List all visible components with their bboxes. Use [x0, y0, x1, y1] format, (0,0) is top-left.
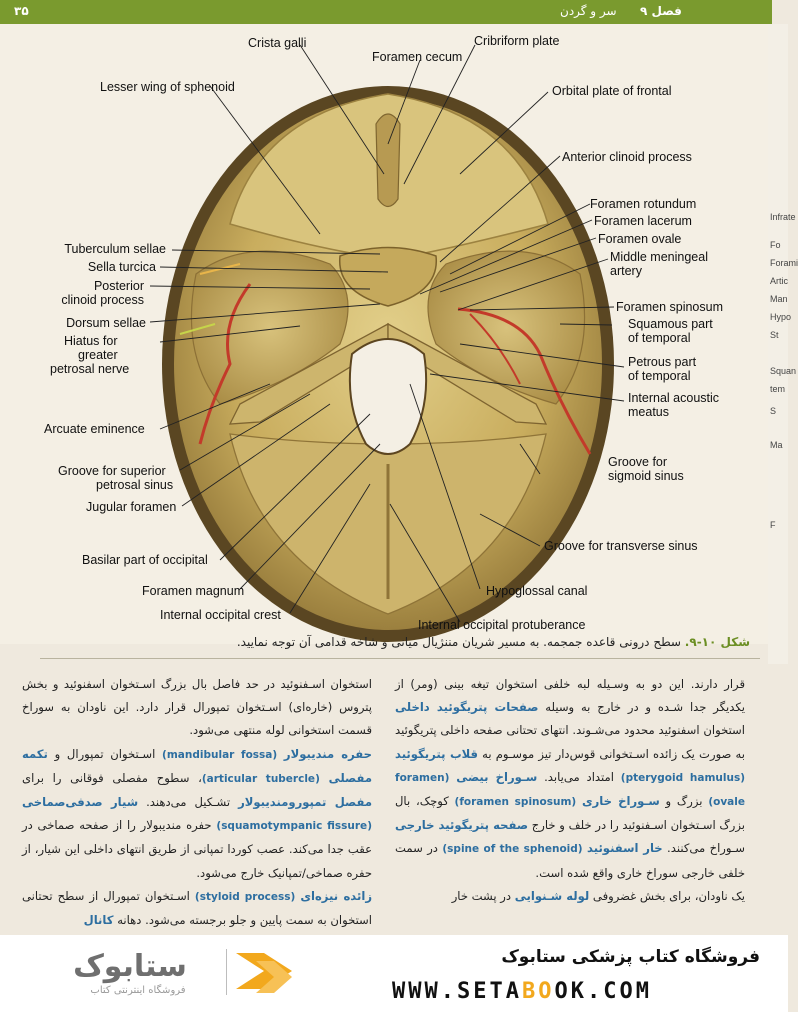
- body-text-left-column: [22, 673, 372, 935]
- label-foramen-spinosum: Foramen spinosum: [616, 300, 723, 314]
- english-term: (squamotympanic fissure): [216, 820, 372, 833]
- body-text-run: حفره مندیبولار را از صفحه صماخی در عقب جدا می‌کند. عصب کوردا تمپانی از طریق انتهای داخلی این شیار، از حفره صماخی/تمپانیک خارج می‌شود.: [22, 818, 372, 880]
- label-hiatus-line3: petrosal nerve: [50, 362, 130, 376]
- english-term: (mandibular fossa): [162, 748, 278, 761]
- label-squamous: Squamous part: [628, 317, 713, 331]
- body-text-run: استخوان اسفنوئید محدود می‌شـوند. انتهای تحتانی صفحه داخلی پتریگوئید به صورت یک زائده اسـتخوانی قوس‌دار تیز موسـوم به: [395, 723, 745, 761]
- label-foramen-rotundum: Foramen rotundum: [590, 197, 697, 211]
- skull-base-figure: [0, 24, 768, 644]
- english-term: (styloid process): [194, 890, 296, 903]
- url-part: OK.COM: [554, 979, 652, 1004]
- chapter-title: فصل ۹: [640, 4, 682, 18]
- margin-word: Hypo: [770, 312, 792, 322]
- label-petrous: Petrous part: [628, 355, 697, 369]
- margin-word: Man: [770, 294, 788, 304]
- body-text-run: در سمت خلفی خارجی سوراخ خاری واقع شده است.: [395, 841, 745, 880]
- page-number: ۳۵: [14, 4, 29, 18]
- highlighted-term: صفحه پتریگوئید خارجی: [395, 818, 529, 833]
- body-text-run: بزرگ و: [659, 794, 709, 809]
- highlighted-term: زائده نیزه‌ای: [300, 888, 372, 903]
- label-orbital-plate: Orbital plate of frontal: [552, 84, 672, 98]
- label-cribriform-plate: Cribriform plate: [474, 34, 560, 48]
- highlighted-term: صفحات پتریگوئید داخلی: [395, 700, 539, 715]
- label-hypoglossal-canal: Hypoglossal canal: [486, 584, 588, 598]
- english-term: (foramen ovale): [395, 771, 745, 809]
- label-groove-sigmoid: Groove for: [608, 455, 668, 469]
- label-groove-superior-line2: petrosal sinus: [96, 478, 174, 492]
- label-hiatus-line2: greater: [78, 348, 118, 362]
- english-term: (pterygoid hamulus): [620, 771, 746, 784]
- label-foramen-ovale: Foramen ovale: [598, 232, 682, 246]
- body-text-run: اسـتخوان تمپورال و: [47, 746, 163, 761]
- label-middle-meningeal: Middle meningeal: [610, 250, 708, 264]
- label-internal-acoustic: Internal acoustic: [628, 391, 720, 405]
- figure-caption: [150, 635, 750, 649]
- highlighted-term: سـوراخ خاری: [582, 794, 660, 809]
- body-text-run: تشـکیل می‌دهند.: [138, 795, 239, 810]
- caption-divider: [40, 658, 760, 659]
- body-text-run: سـوراخ می‌کنند.: [662, 841, 746, 856]
- chapter-header-bar: [0, 0, 772, 24]
- body-text-run: قرار دارند. این دو به وسـیله لبه خلفی استخوان تیغه بینی (ومر) از یکدیگر جدا شـده و در خارج به وسیله: [395, 677, 745, 715]
- paragraph-right: [395, 673, 745, 908]
- crista-galli-shape: [376, 114, 400, 207]
- margin-word: Infrate: [770, 212, 796, 222]
- label-hiatus: Hiatus for: [64, 334, 118, 348]
- highlighted-term: حفره مندیبولار: [283, 746, 373, 761]
- label-internal-occipital-protuberance: Internal occipital protuberance: [418, 618, 586, 632]
- label-foramen-lacerum: Foramen lacerum: [594, 214, 692, 228]
- label-petrous-line2: of temporal: [628, 369, 691, 383]
- shop-url-link[interactable]: [392, 979, 652, 1004]
- label-squamous-line2: of temporal: [628, 331, 691, 345]
- highlighted-term: کانال: [83, 913, 114, 928]
- english-term: (spine of the sphenoid): [442, 843, 583, 856]
- body-text-run: اسـتخوان تمپورال از سطح تحتانی استخوان به سمت پایین و جلو برجسته می‌شود. دهانه: [22, 888, 372, 928]
- highlighted-term: قلاب پتریگوئید: [395, 746, 478, 761]
- english-term: (articular tubercle): [201, 772, 320, 785]
- label-sella-turcica: Sella turcica: [87, 260, 156, 274]
- chapter-subject: سر و گردن: [560, 4, 617, 18]
- url-part: WWW.SETA: [392, 979, 522, 1004]
- body-text-run: کوچک، بال بزرگ اسـتخوان اسـفنوئید را در خلف و خارج: [395, 794, 746, 833]
- label-anterior-clinoid: Anterior clinoid process: [562, 150, 692, 164]
- label-lesser-wing: Lesser wing of sphenoid: [100, 80, 235, 94]
- label-jugular-foramen: Jugular foramen: [86, 500, 177, 514]
- body-text-run: [277, 747, 284, 761]
- margin-word: S: [770, 406, 777, 416]
- body-text-run: در پشت خار: [451, 888, 515, 903]
- paragraph-left: [22, 673, 372, 932]
- label-posterior-clinoid-line2: clinoid process: [61, 293, 144, 307]
- label-dorsum-sellae: Dorsum sellae: [66, 316, 146, 330]
- publisher-banner: [0, 935, 788, 1012]
- body-text-run: [320, 771, 329, 785]
- label-groove-sigmoid-line2: sigmoid sinus: [608, 469, 684, 483]
- body-text-run: یک ناودان، برای بخش غضروفی: [589, 888, 745, 903]
- label-tuberculum-sellae: Tuberculum sellae: [64, 242, 166, 256]
- body-text-run: امتداد می‌یابد.: [537, 769, 621, 784]
- logo-wordmark: ستابوک: [73, 949, 187, 984]
- label-posterior-clinoid: Posterior: [93, 279, 144, 293]
- logo-tagline: فروشگاه اینترنتی کتاب: [90, 985, 186, 996]
- margin-word: F: [770, 520, 776, 530]
- margin-word: Squan: [770, 366, 797, 376]
- label-internal-acoustic-line2: meatus: [628, 405, 669, 419]
- margin-word: St: [770, 330, 779, 340]
- margin-word: Ma: [770, 440, 783, 450]
- label-foramen-cecum: Foramen cecum: [372, 50, 463, 64]
- label-middle-meningeal-line2: artery: [610, 264, 642, 278]
- margin-word: tem: [770, 384, 786, 394]
- label-groove-superior: Groove for superior: [58, 464, 166, 478]
- label-foramen-magnum: Foramen magnum: [142, 584, 245, 598]
- body-text-run: استخوان اسـفنوئید در حد فاصل بال بزرگ اسـتخوان اسفنوئید و بخش پتروس (خاره‌ای) اسـتخوان تمپورال قرار دارد. این ناودان به سوراخ قسمت استخوانی لوله منتهی می‌شود.: [22, 677, 372, 738]
- label-arcuate-eminence: Arcuate eminence: [44, 422, 145, 436]
- label-internal-occipital-crest: Internal occipital crest: [160, 608, 281, 622]
- highlighted-term: شیار صدفی‌صماخی: [22, 795, 139, 810]
- margin-word: Forami: [770, 258, 798, 268]
- highlighted-term: تکمه مفصلی: [22, 746, 373, 785]
- body-text-right-column: [395, 673, 745, 935]
- highlighted-term: سـوراخ بیضی: [456, 769, 538, 784]
- highlighted-term: مفصل تمپورومندیبولار: [238, 795, 373, 810]
- figure-caption-text: سطح درونی قاعده جمجمه. به مسیر شریان مننژیال میانی و شاخه قدامی آن توجه نمایید.: [236, 635, 681, 649]
- highlighted-term: خار اسفنوئید: [587, 841, 663, 856]
- url-part-accent: BO: [521, 979, 555, 1004]
- adjacent-page-margin: [768, 24, 798, 664]
- highlighted-term: لوله شـنوایی: [514, 888, 590, 903]
- english-term: (foramen spinosum): [454, 796, 577, 809]
- label-basilar-part: Basilar part of occipital: [82, 553, 208, 567]
- label-crista-galli: Crista galli: [248, 36, 307, 50]
- shop-name: فروشگاه کتاب پزشکی ستابوک: [501, 947, 760, 967]
- margin-word: Fo: [770, 240, 781, 250]
- logo-separator: [226, 949, 227, 995]
- label-groove-transverse: Groove for transverse sinus: [544, 539, 698, 553]
- margin-word: Artic: [770, 276, 788, 286]
- body-text-run: ، سطوح مفصلی فوقانی را برای: [22, 770, 202, 785]
- figure-number: شکل ۱۰-۹.: [684, 635, 750, 649]
